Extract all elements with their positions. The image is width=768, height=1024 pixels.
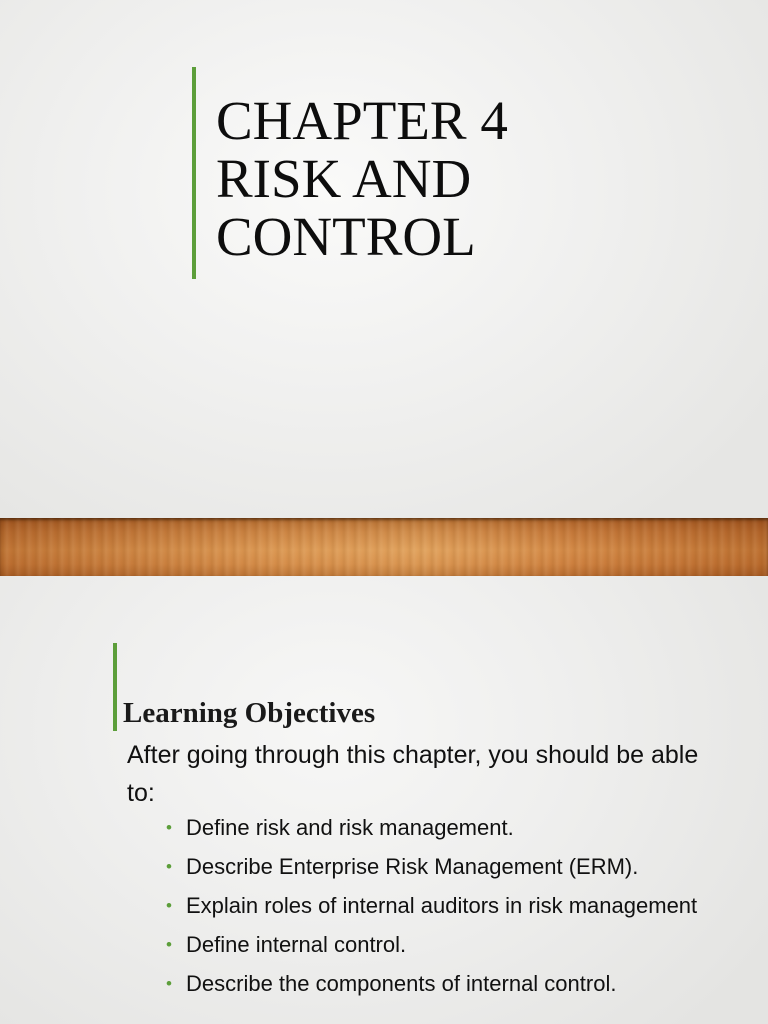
list-item	[166, 812, 736, 844]
bullet-icon: •	[166, 935, 172, 954]
slide-heading: Learning Objectives	[123, 697, 376, 729]
list-item	[166, 851, 736, 883]
accent-bar	[192, 67, 196, 279]
bullet-icon: •	[166, 896, 172, 915]
list-item	[166, 929, 736, 961]
list-item-text: Define risk and risk management.	[186, 815, 514, 840]
slide-title	[216, 92, 508, 266]
bullet-icon: •	[166, 974, 172, 993]
learning-objectives-slide	[0, 576, 768, 1024]
objectives-list	[166, 812, 736, 1007]
list-item-text: Define internal control.	[186, 932, 407, 957]
intro-text: After going through this chapter, you should be able to:	[127, 741, 699, 807]
bullet-icon: •	[166, 818, 172, 837]
title-line-1: CHAPTER 4	[216, 90, 508, 151]
bullet-icon: •	[166, 857, 172, 876]
list-item-text: Describe the components of internal control.	[186, 971, 617, 996]
wood-floor-strip	[0, 518, 768, 576]
list-item	[166, 890, 736, 922]
list-item	[166, 968, 736, 1000]
list-item-text: Explain roles of internal auditors in risk management	[186, 893, 698, 918]
title-line-3: CONTROL	[216, 206, 476, 267]
accent-bar	[113, 643, 117, 731]
list-item-text: Describe Enterprise Risk Management (ERM).	[186, 854, 639, 879]
title-line-2: RISK AND	[216, 148, 472, 209]
